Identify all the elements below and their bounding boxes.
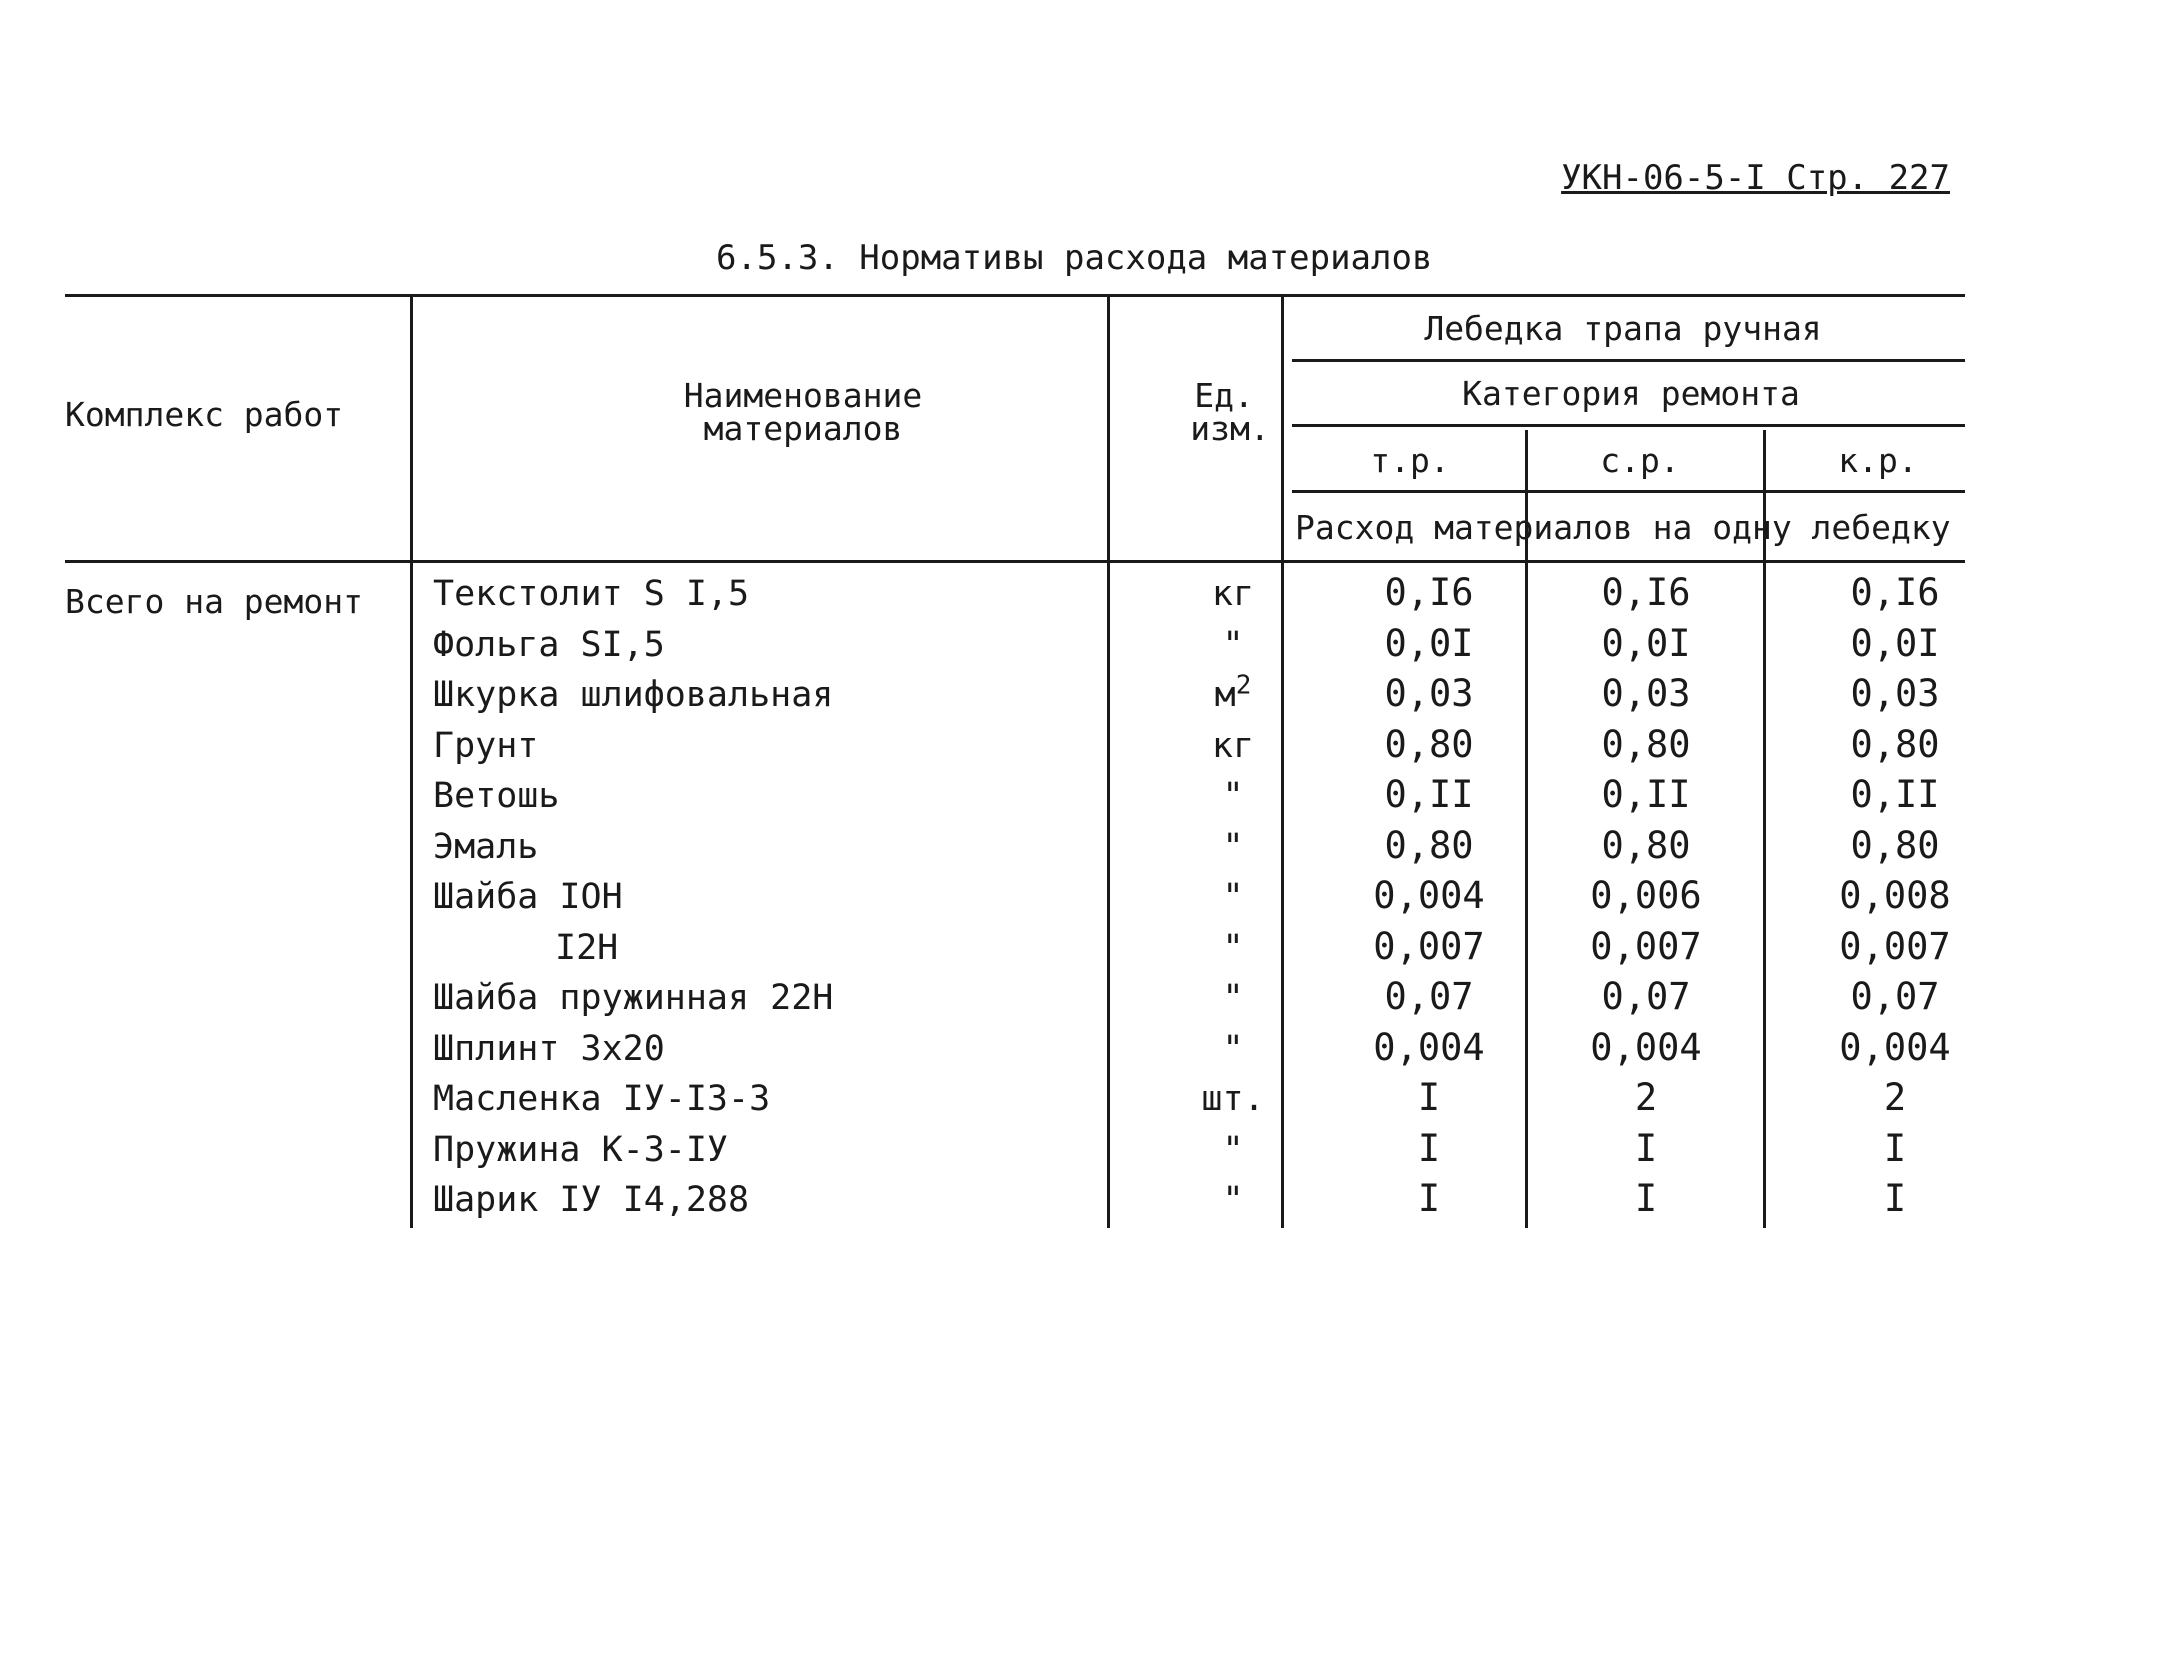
value-medium-repair: 0,07 [1601,975,1691,1018]
value-capital-repair: I [1883,1127,1907,1170]
page-reference: УКН-06-5-I Стр. 227 [1561,158,1950,198]
header-category-sr: с.р. [1600,441,1680,480]
material-unit-text: " [1222,877,1244,917]
value-current-repair: I [1417,1076,1441,1119]
material-unit-text: " [1222,827,1244,867]
value-current-repair: 0,I6 [1384,571,1474,614]
value-current-repair: 0,II [1384,773,1474,816]
header-material-name-line2: материалов [703,409,903,448]
material-name: Шайба пружинная 22Н [433,978,834,1018]
header-category-tr: т.р. [1370,441,1450,480]
material-unit-text: " [1222,1130,1244,1170]
material-name: Грунт [433,726,539,766]
value-capital-repair: 0,008 [1839,874,1951,917]
material-name: Шайба IOH [433,877,623,917]
material-name: Шкурка шлифовальная [433,675,834,715]
category-title-rule [1292,424,1965,427]
material-name: Фольга SI,5 [433,625,665,665]
value-current-repair: 0,07 [1384,975,1474,1018]
value-current-repair: 0,004 [1373,874,1485,917]
material-unit-text: " [1222,1029,1244,1069]
header-category-title: Категория ремонта [1462,374,1800,413]
header-work-complex: Комплекс работ [65,395,344,434]
value-medium-repair: 0,I6 [1601,571,1691,614]
value-capital-repair: 0,80 [1850,824,1940,867]
material-name: Эмаль [433,827,539,867]
header-unit-line2: изм. [1190,409,1270,448]
value-capital-repair: 0,II [1850,773,1940,816]
column-divider-name [1107,296,1110,1228]
material-unit [1211,574,1255,614]
header-bottom-rule [65,560,1965,563]
section-title: 6.5.3. Нормативы расхода материалов [716,238,1433,278]
material-name: Текстолит S I,5 [433,574,750,614]
column-divider-tr [1525,430,1528,1228]
group-title-rule [1292,359,1965,362]
material-unit-text: кг [1211,574,1255,614]
material-unit-text: " [1222,625,1244,665]
value-medium-repair: I [1634,1177,1658,1220]
value-capital-repair: 0,007 [1839,925,1951,968]
material-unit [1211,726,1255,766]
value-medium-repair: 0,80 [1601,723,1691,766]
value-current-repair: 0,007 [1373,925,1485,968]
value-capital-repair: 0,80 [1850,723,1940,766]
value-current-repair: I [1417,1177,1441,1220]
header-group-title: Лебедка трапа ручная [1424,309,1822,348]
material-unit-text: " [1222,776,1244,816]
value-current-repair: 0,0I [1384,622,1474,665]
header-unit-line1: Ед. [1194,376,1254,415]
value-medium-repair: 0,006 [1590,874,1702,917]
value-capital-repair: 0,I6 [1850,571,1940,614]
value-capital-repair: I [1883,1177,1907,1220]
header-material-name-line1: Наименование [683,376,923,415]
material-name: Шарик IУ I4,288 [433,1180,750,1220]
value-medium-repair: 0,004 [1590,1026,1702,1069]
material-unit [1214,670,1252,715]
material-unit [1222,827,1244,867]
material-unit [1222,776,1244,816]
header-consumption-title: Расход материалов на одну лебедку [1295,508,1951,547]
value-capital-repair: 0,07 [1850,975,1940,1018]
material-name: Ветошь [433,776,560,816]
value-current-repair: 0,03 [1384,672,1474,715]
value-current-repair: 0,80 [1384,723,1474,766]
material-unit-text: " [1222,1180,1244,1220]
value-current-repair: 0,80 [1384,824,1474,867]
material-unit [1222,928,1244,968]
value-medium-repair: 0,II [1601,773,1691,816]
value-current-repair: I [1417,1127,1441,1170]
table-top-rule [65,294,1965,297]
column-divider-sr [1763,430,1766,1228]
material-unit-text: кг [1211,726,1255,766]
material-unit [1222,877,1244,917]
material-unit-exponent: 2 [1235,670,1252,701]
value-medium-repair: 0,03 [1601,672,1691,715]
work-complex-label: Всего на ремонт [65,582,364,621]
value-medium-repair: 0,80 [1601,824,1691,867]
material-name: Масленка IУ-I3-3 [433,1079,771,1119]
header-category-kr: к.р. [1838,441,1918,480]
material-unit [1222,978,1244,1018]
value-medium-repair: 2 [1634,1076,1658,1119]
material-unit-text: " [1222,928,1244,968]
value-capital-repair: 0,004 [1839,1026,1951,1069]
material-name: Шплинт 3х20 [433,1029,665,1069]
value-medium-repair: I [1634,1127,1658,1170]
material-unit-text: шт. [1201,1079,1265,1119]
column-divider-work [410,296,413,1228]
material-unit [1222,625,1244,665]
material-name: I2H [555,928,619,968]
column-divider-unit [1281,296,1284,1228]
material-unit [1222,1130,1244,1170]
value-capital-repair: 0,03 [1850,672,1940,715]
material-unit [1222,1180,1244,1220]
material-unit-text: " [1222,978,1244,1018]
category-names-rule [1292,490,1965,493]
material-unit [1201,1079,1265,1119]
material-unit-text: м [1214,675,1236,715]
value-medium-repair: 0,0I [1601,622,1691,665]
material-unit [1222,1029,1244,1069]
value-medium-repair: 0,007 [1590,925,1702,968]
value-current-repair: 0,004 [1373,1026,1485,1069]
value-capital-repair: 0,0I [1850,622,1940,665]
value-capital-repair: 2 [1883,1076,1907,1119]
material-name: Пружина К-3-IУ [433,1130,729,1170]
